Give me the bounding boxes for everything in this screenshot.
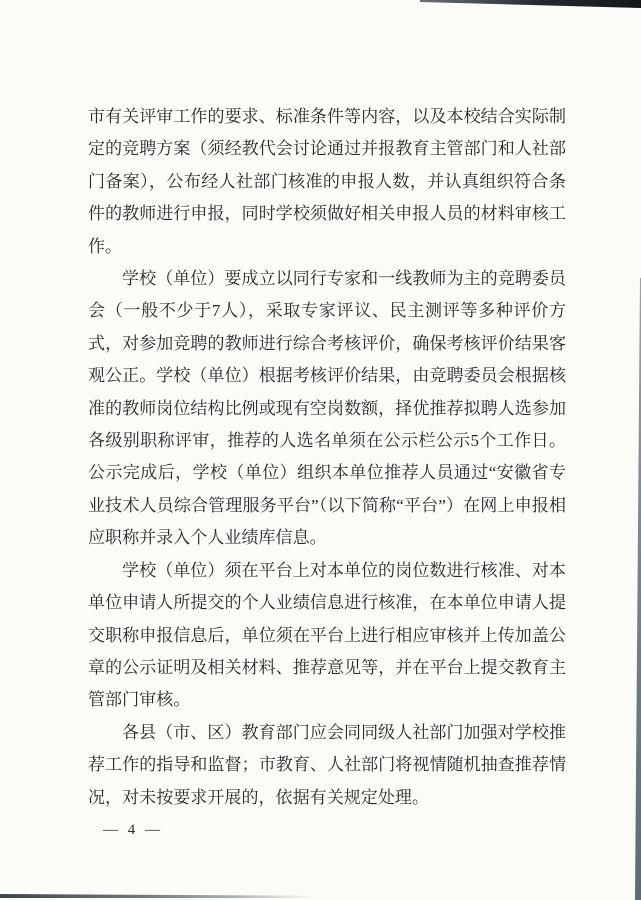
paragraph: 学校（单位）要成立以同行专家和一线教师为主的竞聘委员会（一般不少于7人），采取专家评议、民主测评等多种评价方式，对参加竞聘的教师进行综合考核评价，确保考核评价结果客观公正。学校（单位）根据考核评价结果，由竞聘委员会根据核准的教师岗位结构比例或现有空岗数额，择优推荐拟聘人选参加各级别职称评审，推荐的人选名单须在公示栏公示5个工作日。公示完成后，学校（单位）组织本单位推荐人员通过“安徽省专业技术人员综合管理服务平台”（以下简称“平台”）在网上申报相应职称并录入个人业绩库信息。 [88, 269, 566, 548]
page-number: — 4 — [103, 822, 163, 838]
paragraph: 学校（单位）须在平台上对本单位的岗位数进行核准、对本单位申请人所提交的个人业绩信息进行核准，在本单位申请人提交职称申报信息后，单位须在平台上进行相应审核并上传加盖公章的公示证明及相关材料、推荐意见等，并在平台上提交教育主管部门审核。 [88, 560, 566, 710]
scan-artifact-top-edge [420, 0, 641, 8]
paragraph: 各县（市、区）教育部门应会同同级人社部门加强对学校推荐工作的指导和监督；市教育、人社部门将视情随机抽查推荐情况，对未按要求开展的，依据有关规定处理。 [88, 722, 566, 807]
document-body-text [88, 101, 566, 814]
paragraph: 市有关评审工作的要求、标准条件等内容，以及本校结合实际制定的竞聘方案（须经教代会讨论通过并报教育主管部门和人社部门备案），公布经人社部门核准的申报人数，并认真组织符合条件的教师进行申报，同时学校须做好相关申报人员的材料审核工作。 [88, 107, 566, 256]
scan-artifact-bottom-edge [0, 893, 312, 898]
scan-artifact-right-edge [635, 278, 641, 900]
